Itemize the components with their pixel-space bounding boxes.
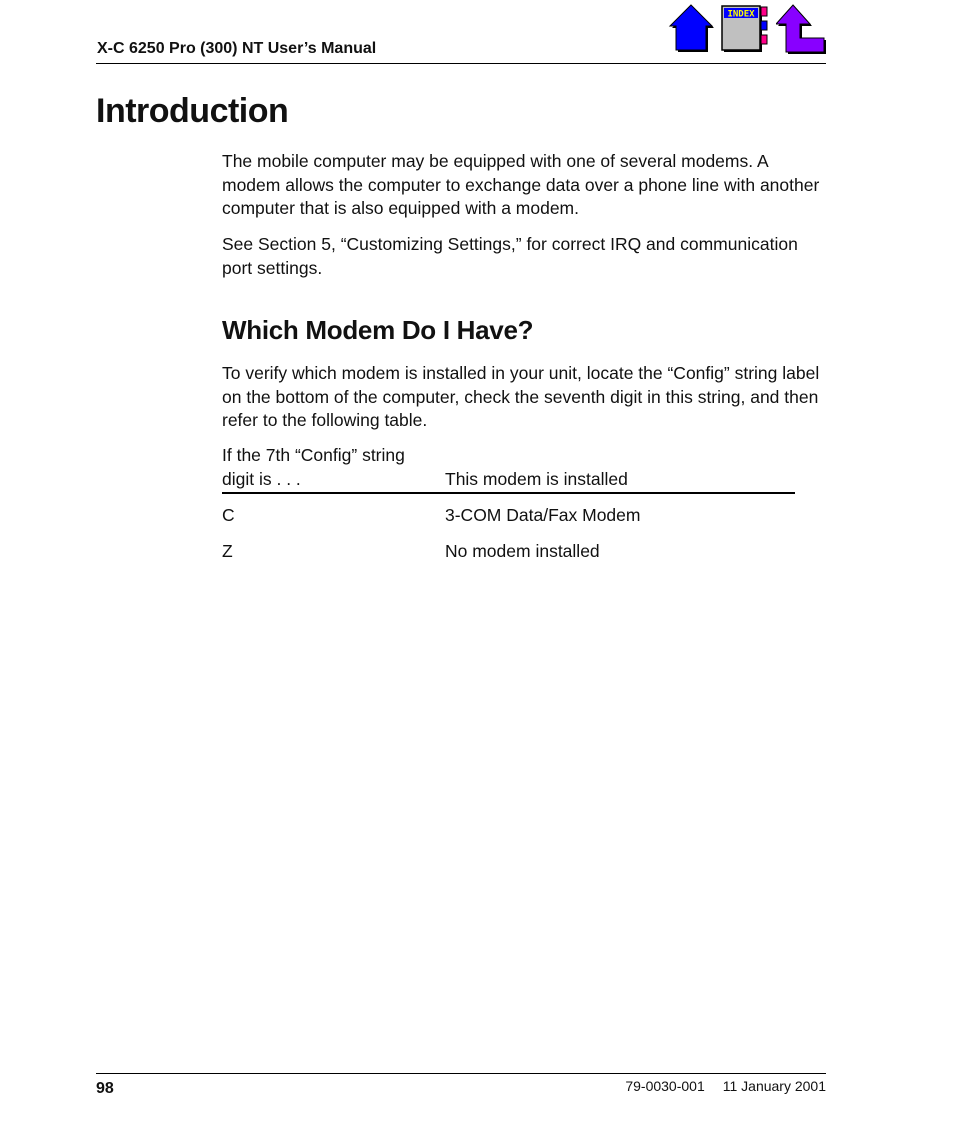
table-row — [222, 540, 795, 576]
section-heading: Which Modem Do I Have? — [222, 315, 534, 345]
table-header-digit: If the 7th “Config” string digit is . . . — [222, 445, 405, 489]
table-cell-modem: No modem installed — [445, 541, 600, 561]
table-row — [222, 504, 795, 540]
section-paragraph: To verify which modem is installed in your unit, locate the “Config” string label on the bottom of the computer, check the seventh digit in this string, and then refer to the following table. — [222, 363, 820, 431]
doc-number: 79-0030-001 — [625, 1078, 705, 1094]
modem-table — [222, 444, 795, 576]
index-button[interactable] — [720, 2, 770, 54]
home-icon — [668, 2, 714, 54]
doc-date: 11 January 2001 — [722, 1078, 826, 1094]
footer-divider — [96, 1073, 826, 1074]
back-button[interactable] — [776, 2, 826, 54]
home-button[interactable] — [668, 2, 714, 54]
table-cell-modem: 3-COM Data/Fax Modem — [445, 505, 641, 525]
footer-info — [625, 1078, 826, 1094]
page-title: Introduction — [96, 92, 289, 130]
intro-paragraph: The mobile computer may be equipped with one of several modems. A modem allows the computer to exchange data over a phone line with another computer that is also equipped with a modem. — [222, 151, 820, 219]
table-cell-digit: C — [222, 505, 235, 525]
table-header-row — [222, 444, 795, 494]
back-arrow-icon — [776, 2, 826, 54]
settings-reference-paragraph: See Section 5, “Customizing Settings,” for correct IRQ and communication port settings. — [222, 234, 798, 278]
index-label: INDEX — [727, 9, 755, 20]
page-number: 98 — [96, 1080, 114, 1097]
manual-title: X-C 6250 Pro (300) NT User’s Manual — [97, 40, 377, 57]
table-cell-digit: Z — [222, 541, 233, 561]
index-icon — [720, 2, 770, 54]
header-divider — [96, 63, 826, 64]
table-header-modem: This modem is installed — [445, 469, 628, 489]
